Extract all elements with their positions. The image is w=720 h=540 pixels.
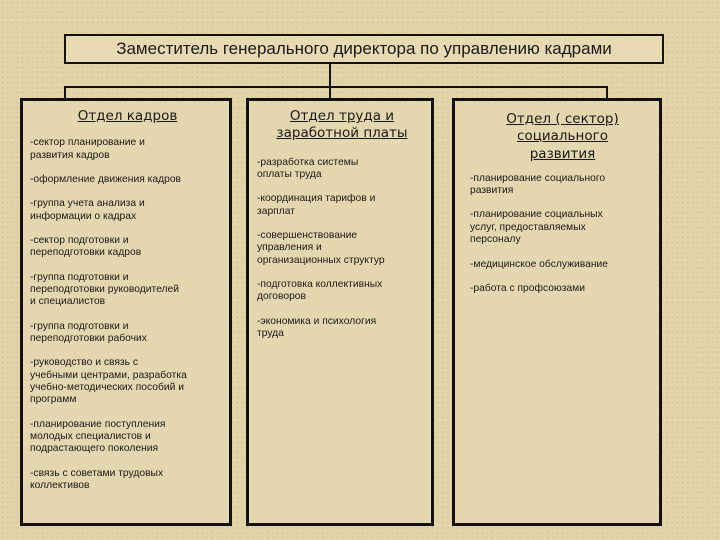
department-labor-wages-title: Отдел труда и заработной платы: [276, 108, 408, 142]
dept2-item: -подготовка коллективных договоров: [257, 278, 383, 303]
department-personnel: [20, 98, 232, 526]
dept1-item: -оформление движения кадров: [30, 173, 182, 185]
dept3-item: -планирование социальных услуг, предоставляемых персоналу: [470, 209, 603, 246]
dept1-item: -планирование поступления молодых специалистов и подрастающего поколения: [30, 418, 166, 455]
dept2-item: -экономика и психология труда: [257, 315, 377, 339]
dept2-item: -совершенствование управления и организационных структур: [257, 229, 385, 266]
dept1-item: -сектор подготовки и переподготовки кадров: [30, 234, 142, 259]
dept1-item: -сектор планирование и развития кадров: [30, 137, 145, 161]
dept3-item: -работа с профсоюзами: [470, 282, 585, 294]
director-title: Заместитель генерального директора по управлению кадрами: [116, 39, 612, 58]
dept2-item: -разработка системы оплаты труда: [257, 156, 359, 180]
dept1-item: -руководство и связь с учебными центрами, разработка учебно-методических пособий и программ: [30, 357, 187, 406]
department-personnel-title: Отдел кадров: [77, 108, 178, 124]
dept3-item: -планирование социального развития: [470, 172, 606, 197]
dept1-item: -группа учета анализа и информации о кадрах: [30, 198, 145, 222]
dept1-item: -группа подготовки и переподготовки рабочих: [30, 320, 147, 345]
dept2-item: -координация тарифов и зарплат: [257, 193, 376, 217]
department-social-development: [452, 98, 662, 526]
department-labor-wages: [246, 98, 434, 526]
dept3-item: -медицинское обслуживание: [470, 258, 609, 270]
department-social-development-title: Отдел ( сектор) социального развития: [506, 111, 619, 162]
dept1-item: -группа подготовки и переподготовки руководителей и специалистов: [30, 271, 179, 308]
connector-vertical-main: [329, 62, 331, 87]
director-box: [64, 34, 664, 64]
dept1-item: -связь с советами трудовых коллективов: [30, 467, 164, 492]
connector-horizontal: [64, 86, 608, 88]
